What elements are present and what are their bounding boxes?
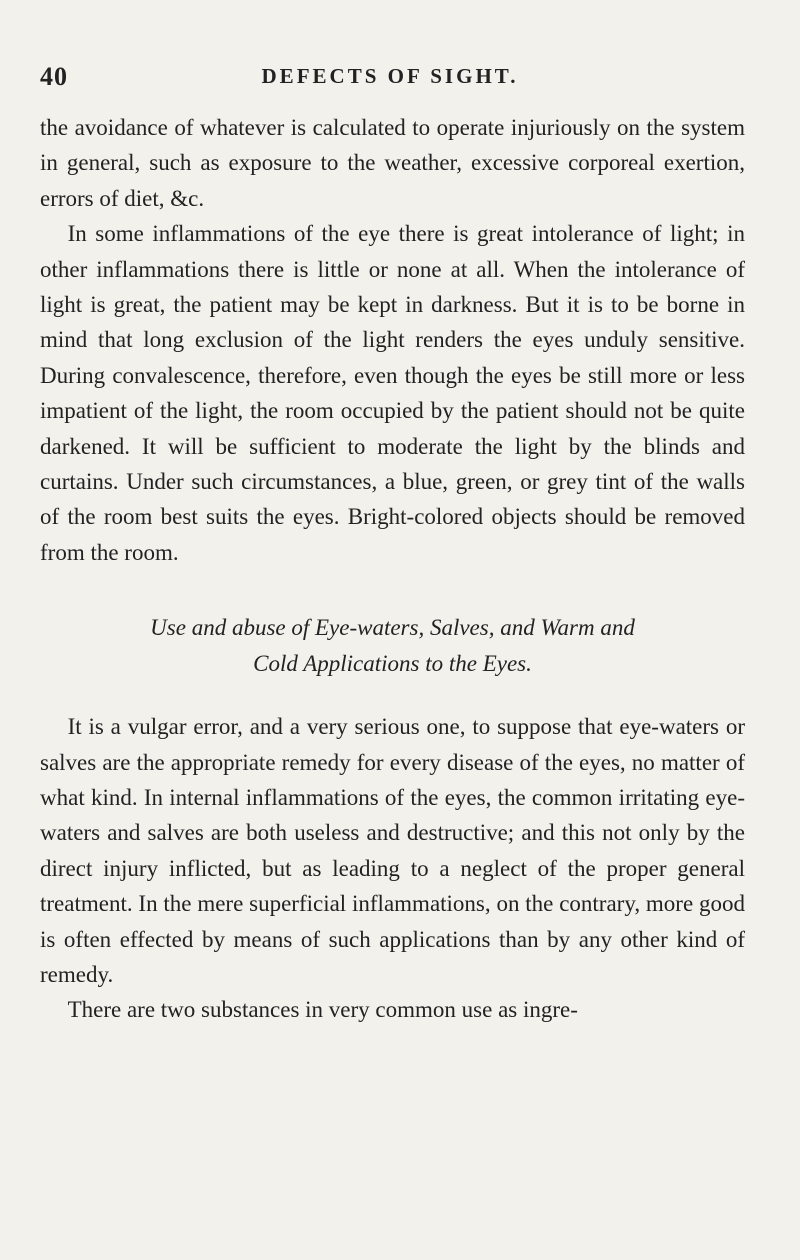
paragraph-eye-waters: It is a vulgar error, and a very serious one, to suppose that eye-waters or salves are the appropriate remedy for every disease of the eyes, no matter of what kind. In internal inflammations of the eyes, the common irritating eye-waters and salves are both useless and destructive; and this not only by the direct injury inflicted, but as leading to a neglect of the proper general treatment. In the mere superficial inflammations, on the contrary, more good is often effected by means of such applications than by any other kind of remedy. bbox=[40, 714, 745, 987]
section-heading-line-1: Use and abuse of Eye-waters, Salves, and Warm and bbox=[150, 615, 635, 641]
section-heading-line-2: Cold Applications to the Eyes. bbox=[253, 650, 532, 676]
paragraph-substances: There are two substances in very common use as ingre- bbox=[67, 997, 578, 1023]
section-heading bbox=[70, 610, 715, 681]
page-body bbox=[40, 110, 745, 1028]
paragraph-light-intolerance: In some inflammations of the eye there is great intolerance of light; in other inflammations there is little or none at all. When the intolerance of light is great, the patient may be kept in darkness. But it is to be borne in mind that long exclusion of the light renders the eyes unduly sensitive. During convalescence, therefore, even though the eyes be still more or less impatient of the light, the room occupied by the patient should not be quite darkened. It will be sufficient to moderate the light by the blinds and curtains. Under such circumstances, a blue, green, or grey tint of the walls of the room best suits the eyes. Bright-colored objects should be removed from the room. bbox=[40, 221, 745, 565]
page-header bbox=[40, 62, 740, 92]
paragraph-continuation: the avoidance of whatever is calculated to operate injuriously on the system in general, such as exposure to the weather, excessive corporeal exertion, errors of diet, &c. bbox=[40, 115, 745, 211]
running-title: DEFECTS OF SIGHT. bbox=[261, 64, 519, 88]
page-number: 40 bbox=[40, 62, 68, 91]
